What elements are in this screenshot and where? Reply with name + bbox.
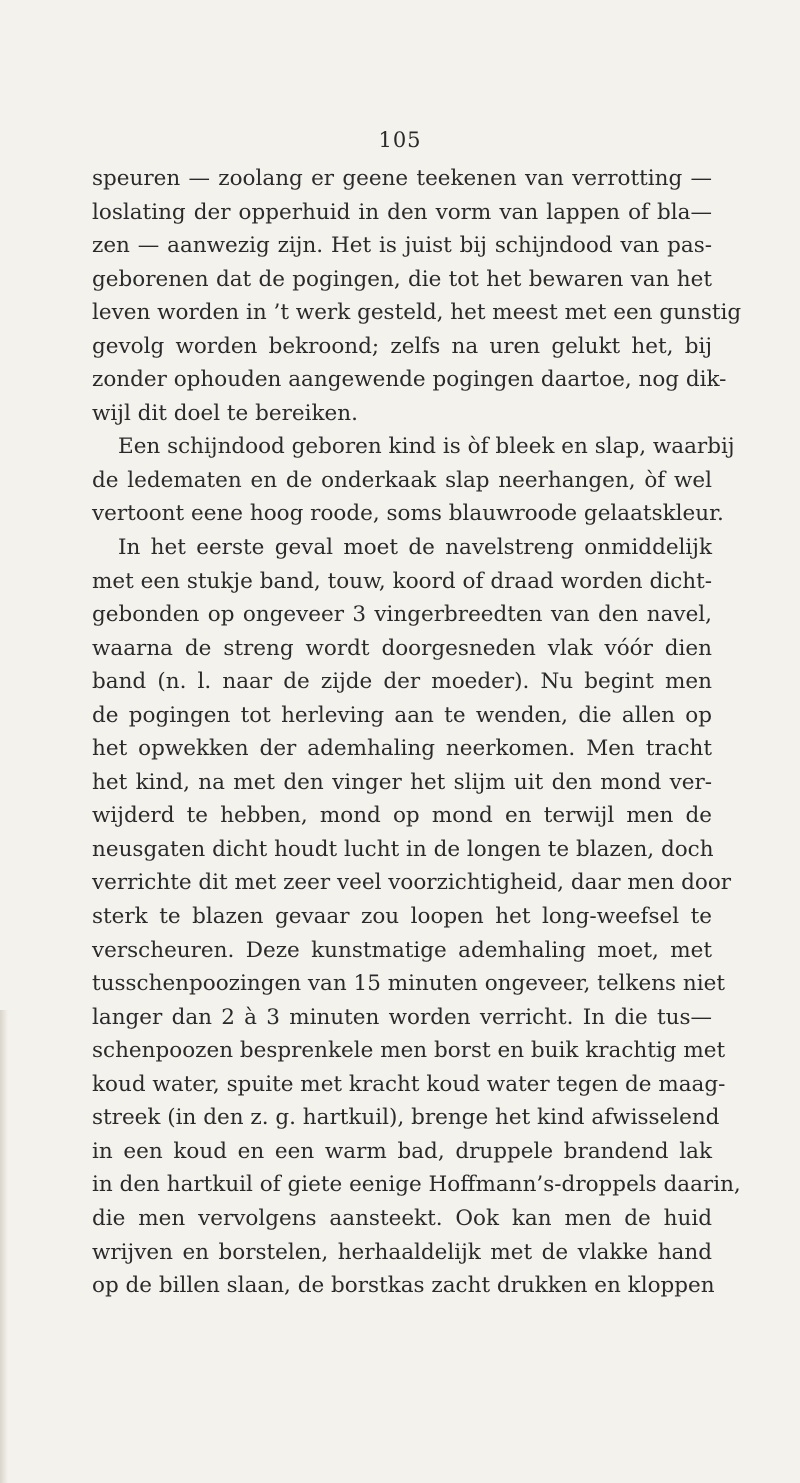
text-line: het opwekken der ademhaling neerkomen. Men tracht [92, 736, 712, 762]
text-line: in den hartkuil of giete eenige Hoffmann’s-droppels daarin, [92, 1172, 741, 1198]
text-line: wijderd te hebben, mond op mond en terwijl men de [92, 803, 712, 829]
text-line: op de billen slaan, de borstkas zacht drukken en kloppen [92, 1273, 715, 1299]
text-line: het kind, na met den vinger het slijm uit den mond ver- [92, 769, 712, 795]
text-line: waarna de streng wordt doorgesneden vlak vóór dien [92, 635, 712, 661]
text-line: zonder ophouden aangewende pogingen daartoe, nog dik- [92, 367, 727, 393]
text-line: leven worden in ’t werk gesteld, het meest met een gunstig [92, 300, 742, 326]
text-line: in een koud en een warm bad, druppele brandend lak [92, 1138, 712, 1164]
text-line: schenpoozen besprenkele men borst en buik krachtig met [92, 1038, 726, 1064]
text-line: band (n. l. naar de zijde der moeder). Nu begint men [92, 669, 712, 695]
text-line: gebonden op ongeveer 3 vingerbreedten van den navel, [92, 602, 712, 628]
text-line: langer dan 2 à 3 minuten worden verricht. In die tus— [92, 1004, 712, 1030]
text-line: zen — aanwezig zijn. Het is juist bij schijndood van pas- [92, 233, 712, 259]
text-line: verscheuren. Deze kunstmatige ademhaling moet, met [92, 937, 712, 963]
text-line: de ledematen en de onderkaak slap neerhangen, òf wel [92, 467, 712, 493]
text-line: Een schijndood geboren kind is òf bleek en slap, waarbij [118, 434, 735, 460]
text-line: In het eerste geval moet de navelstreng onmiddelijk [118, 535, 712, 561]
text-line: speuren — zoolang er geene teekenen van verrotting — [92, 166, 712, 191]
text-line: wijl dit doel te bereiken. [92, 400, 358, 426]
page-number: 105 [378, 128, 422, 152]
text-line: vertoont eene hoog roode, soms blauwroode gelaatskleur. [92, 501, 724, 527]
text-line: de pogingen tot herleving aan te wenden, die allen op [92, 702, 712, 728]
text-line: verrichte dit met zeer veel voorzichtigheid, daar men door [92, 870, 732, 896]
text-line: sterk te blazen gevaar zou loopen het long-weefsel te [92, 904, 712, 930]
text-line: streek (in den z. g. hartkuil), brenge het kind afwisselend [92, 1105, 720, 1131]
text-line: neusgaten dicht houdt lucht in de longen te blazen, doch [92, 836, 714, 862]
text-line: tusschenpoozingen van 15 minuten ongeveer, telkens niet [92, 971, 725, 997]
text-line: die men vervolgens aansteekt. Ook kan men de huid [92, 1205, 712, 1231]
text-line: met een stukje band, touw, koord of draad worden dicht- [92, 568, 712, 594]
text-line: wrijven en borstelen, herhaaldelijk met de vlakke hand [92, 1239, 712, 1265]
text-line: gevolg worden bekroond; zelfs na uren gelukt het, bij [92, 333, 712, 359]
text-line: geborenen dat de pogingen, die tot het bewaren van het [92, 266, 712, 292]
body-text [92, 162, 742, 1303]
text-line: loslating der opperhuid in den vorm van lappen of bla— [92, 199, 712, 225]
page-edge-shadow [0, 1010, 8, 1483]
text-line: koud water, spuite met kracht koud water tegen de maag- [92, 1071, 726, 1097]
